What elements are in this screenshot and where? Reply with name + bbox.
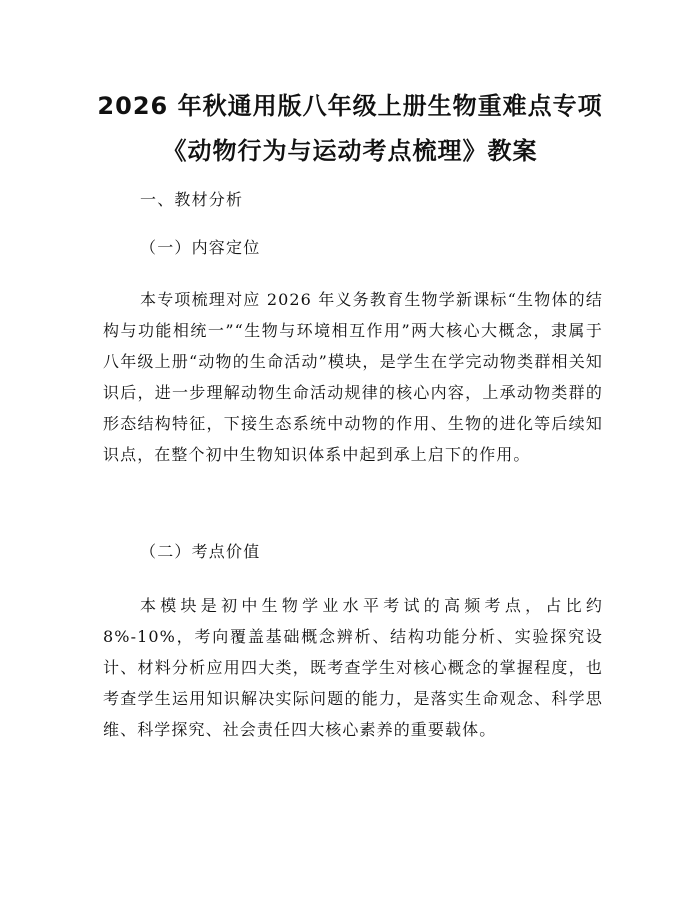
document-title-line-1: 2026 年秋通用版八年级上册生物重难点专项 <box>97 92 603 120</box>
paragraph-content-positioning: 本专项梳理对应 2026 年义务教育生物学新课标“生物体的结构与功能相统一”“生物与环境相互作用”两大核心大概念，隶属于八年级上册“动物的生命活动”模块，是学生在学完动物类群相关知识后，进一步理解动物生命活动规律的核心内容，上承动物类群的形态结构特征，下接生态系统中动物的作用、生物的进化等后续知识点，在整个初中生物知识体系中起到承上启下的作用。 <box>103 290 603 464</box>
paragraph-exam-value: 本模块是初中生物学业水平考试的高频考点，占比约 8%-10%，考向覆盖基础概念辨析、结构功能分析、实验探究设计、材料分析应用四大类，既考查学生对核心概念的掌握程度，也考查学生运用知识解决实际问题的能力，是落实生命观念、科学思维、科学探究、社会责任四大核心素养的重要载体。 <box>103 596 603 739</box>
document-title-line-2: 《动物行为与运动考点梳理》教案 <box>162 137 538 165</box>
section-heading-textbook-analysis: 一、教材分析 <box>140 190 244 209</box>
subsection-heading-exam-value: （二）考点价值 <box>140 542 261 561</box>
subsection-heading-content-positioning: （一）内容定位 <box>140 238 261 257</box>
